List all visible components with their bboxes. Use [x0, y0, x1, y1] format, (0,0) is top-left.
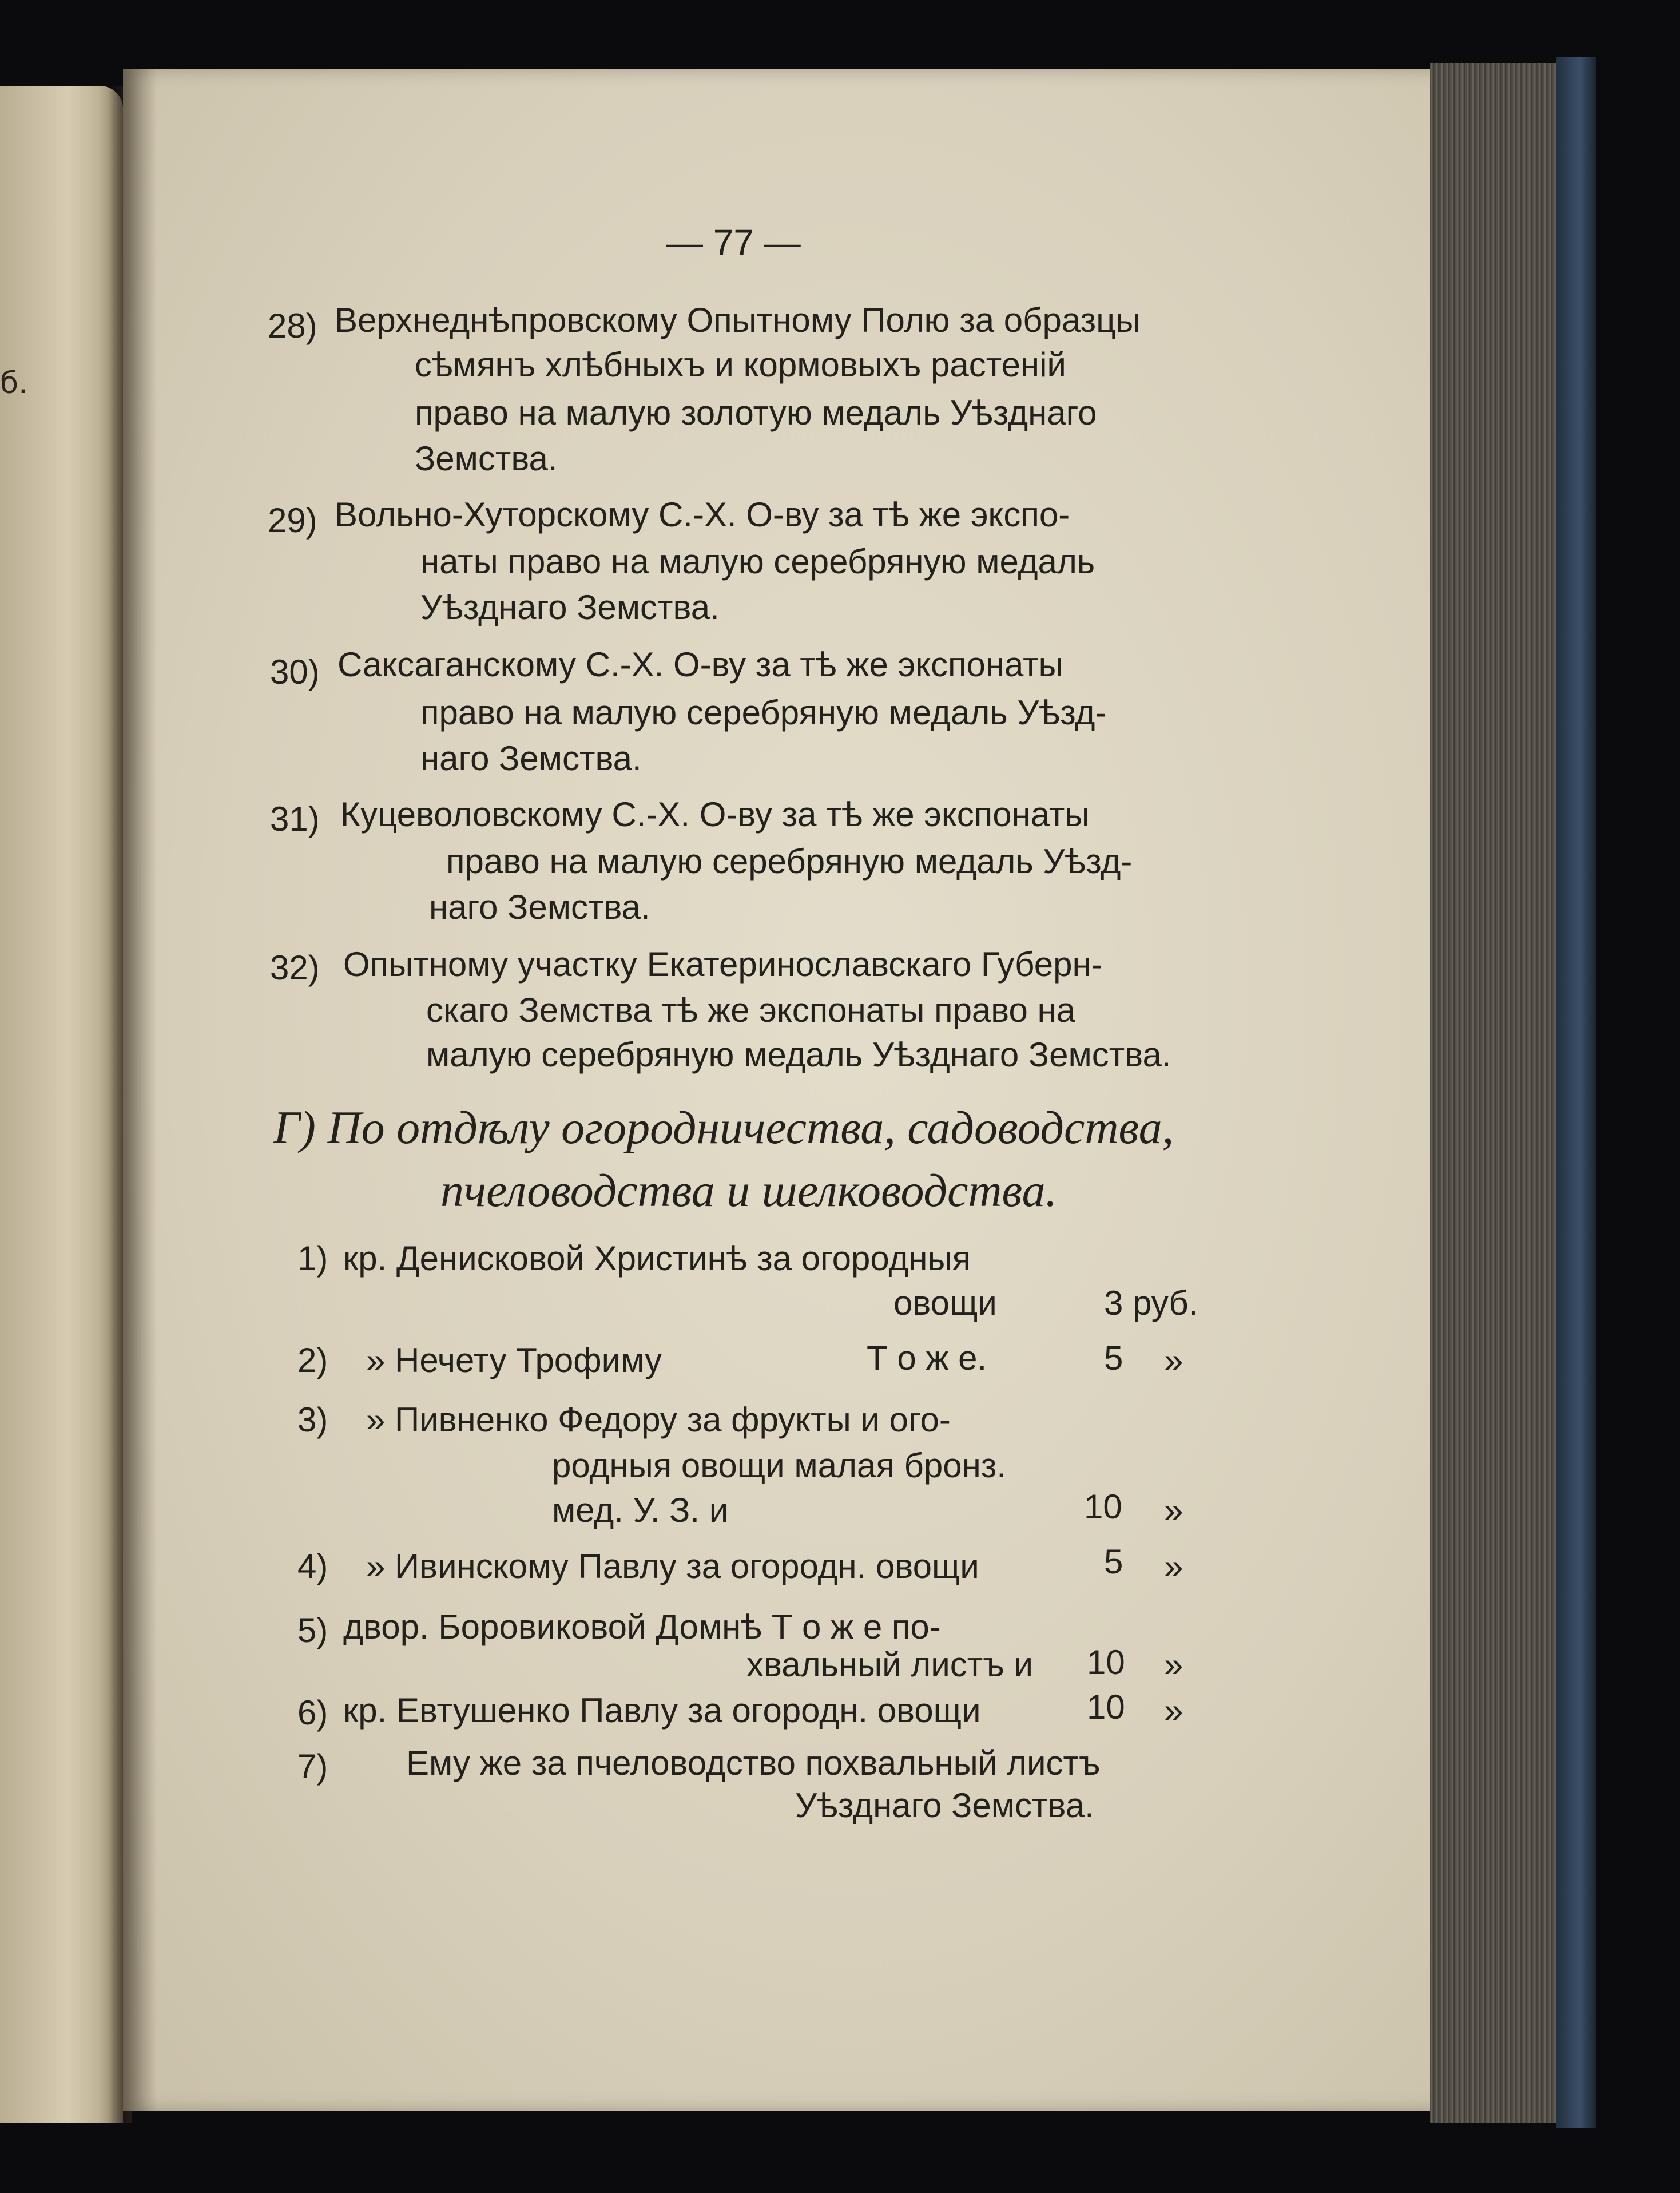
award-line: наты право на малую серебряную медаль	[420, 542, 1095, 581]
entry-ditto: »	[1164, 1491, 1183, 1529]
entry-number: 2)	[297, 1341, 328, 1379]
entry-amount: 5	[1104, 1542, 1123, 1581]
entry-line: мед. У. З. и	[552, 1491, 729, 1529]
entry-line: хвальный листъ и	[746, 1645, 1033, 1684]
entry-number: 4)	[297, 1547, 328, 1585]
entry-amount: 10	[1084, 1488, 1122, 1526]
entry-line: » Нечету Трофиму	[366, 1341, 662, 1379]
award-number: 30)	[270, 653, 320, 691]
entry-line: кр. Денисковой Христинѣ за огородныя	[343, 1239, 971, 1278]
entry-line: овощи	[893, 1284, 997, 1322]
award-line: Уѣзднаго Земства.	[420, 588, 720, 626]
entry-number: 5)	[297, 1611, 328, 1649]
entry-number: 6)	[297, 1694, 328, 1732]
entry-ditto: »	[1164, 1547, 1183, 1585]
award-number: 28)	[268, 307, 317, 345]
award-line: Земства.	[415, 439, 558, 478]
entry-ditto: »	[1164, 1341, 1183, 1379]
entry-ditto: »	[1164, 1645, 1183, 1684]
entry-line: » Пивненко Федору за фрукты и ого-	[366, 1401, 951, 1439]
award-number: 32)	[270, 949, 320, 987]
award-line: право на малую серебряную медаль Уѣзд-	[446, 842, 1133, 881]
award-line: наго Земства.	[429, 888, 650, 926]
award-line: право на малую золотую медаль Уѣзднаго	[415, 394, 1097, 432]
entry-ditto: »	[1164, 1691, 1183, 1730]
award-line: скаго Земства тѣ же экспонаты право на	[426, 991, 1076, 1029]
page-number: — 77 —	[666, 222, 801, 263]
award-line: Верхнеднѣпровскому Опытному Полю за образцы	[335, 301, 1141, 339]
award-line: Куцеволовскому С.-Х. О-ву за тѣ же экспонаты	[340, 795, 1090, 834]
entry-amount: 3 руб.	[1104, 1284, 1198, 1322]
award-number: 31)	[270, 800, 320, 838]
entry-line: Уѣзднаго Земства.	[795, 1786, 1094, 1825]
entry-line: двор. Боровиковой Домнѣ Т о ж е по-	[343, 1608, 941, 1646]
entry-amount: 5	[1104, 1339, 1123, 1377]
entry-amount: 10	[1087, 1688, 1125, 1726]
award-line: Вольно-Хуторскому С.-Х. О-ву за тѣ же экспо-	[335, 495, 1070, 534]
entry-line: кр. Евтушенко Павлу за огородн. овощи	[343, 1691, 981, 1730]
entry-number: 1)	[297, 1239, 328, 1278]
section-heading: Г) По отдѣлу огородничества, садоводства,	[273, 1101, 1174, 1153]
award-line: малую серебряную медаль Уѣзднаго Земства.	[426, 1036, 1171, 1074]
award-line: сѣмянъ хлѣбныхъ и кормовыхъ растенiй	[415, 346, 1066, 384]
award-number: 29)	[268, 501, 317, 540]
entry-line: Ему же за пчеловодство похвальный листъ	[406, 1744, 1101, 1782]
left-page-fragment: б.	[0, 366, 28, 400]
award-line: наго Земства.	[420, 739, 642, 778]
award-line: право на малую серебряную медаль Уѣзд-	[420, 693, 1107, 732]
award-line: Опытному участку Екатеринославскаго Губерн-	[343, 945, 1103, 984]
entry-line: родныя овощи малая бронз.	[552, 1446, 1006, 1485]
section-heading-continued: пчеловодства и шелководства.	[440, 1164, 1058, 1216]
entry-line: » Ивинскому Павлу за огородн. овощи	[366, 1547, 979, 1585]
award-line: Саксаганскому С.-Х. О-ву за тѣ же экспонаты	[337, 645, 1063, 684]
entry-line: Т о ж е.	[867, 1339, 987, 1377]
entry-number: 3)	[297, 1401, 328, 1439]
entry-number: 7)	[297, 1747, 328, 1786]
entry-amount: 10	[1087, 1643, 1125, 1682]
